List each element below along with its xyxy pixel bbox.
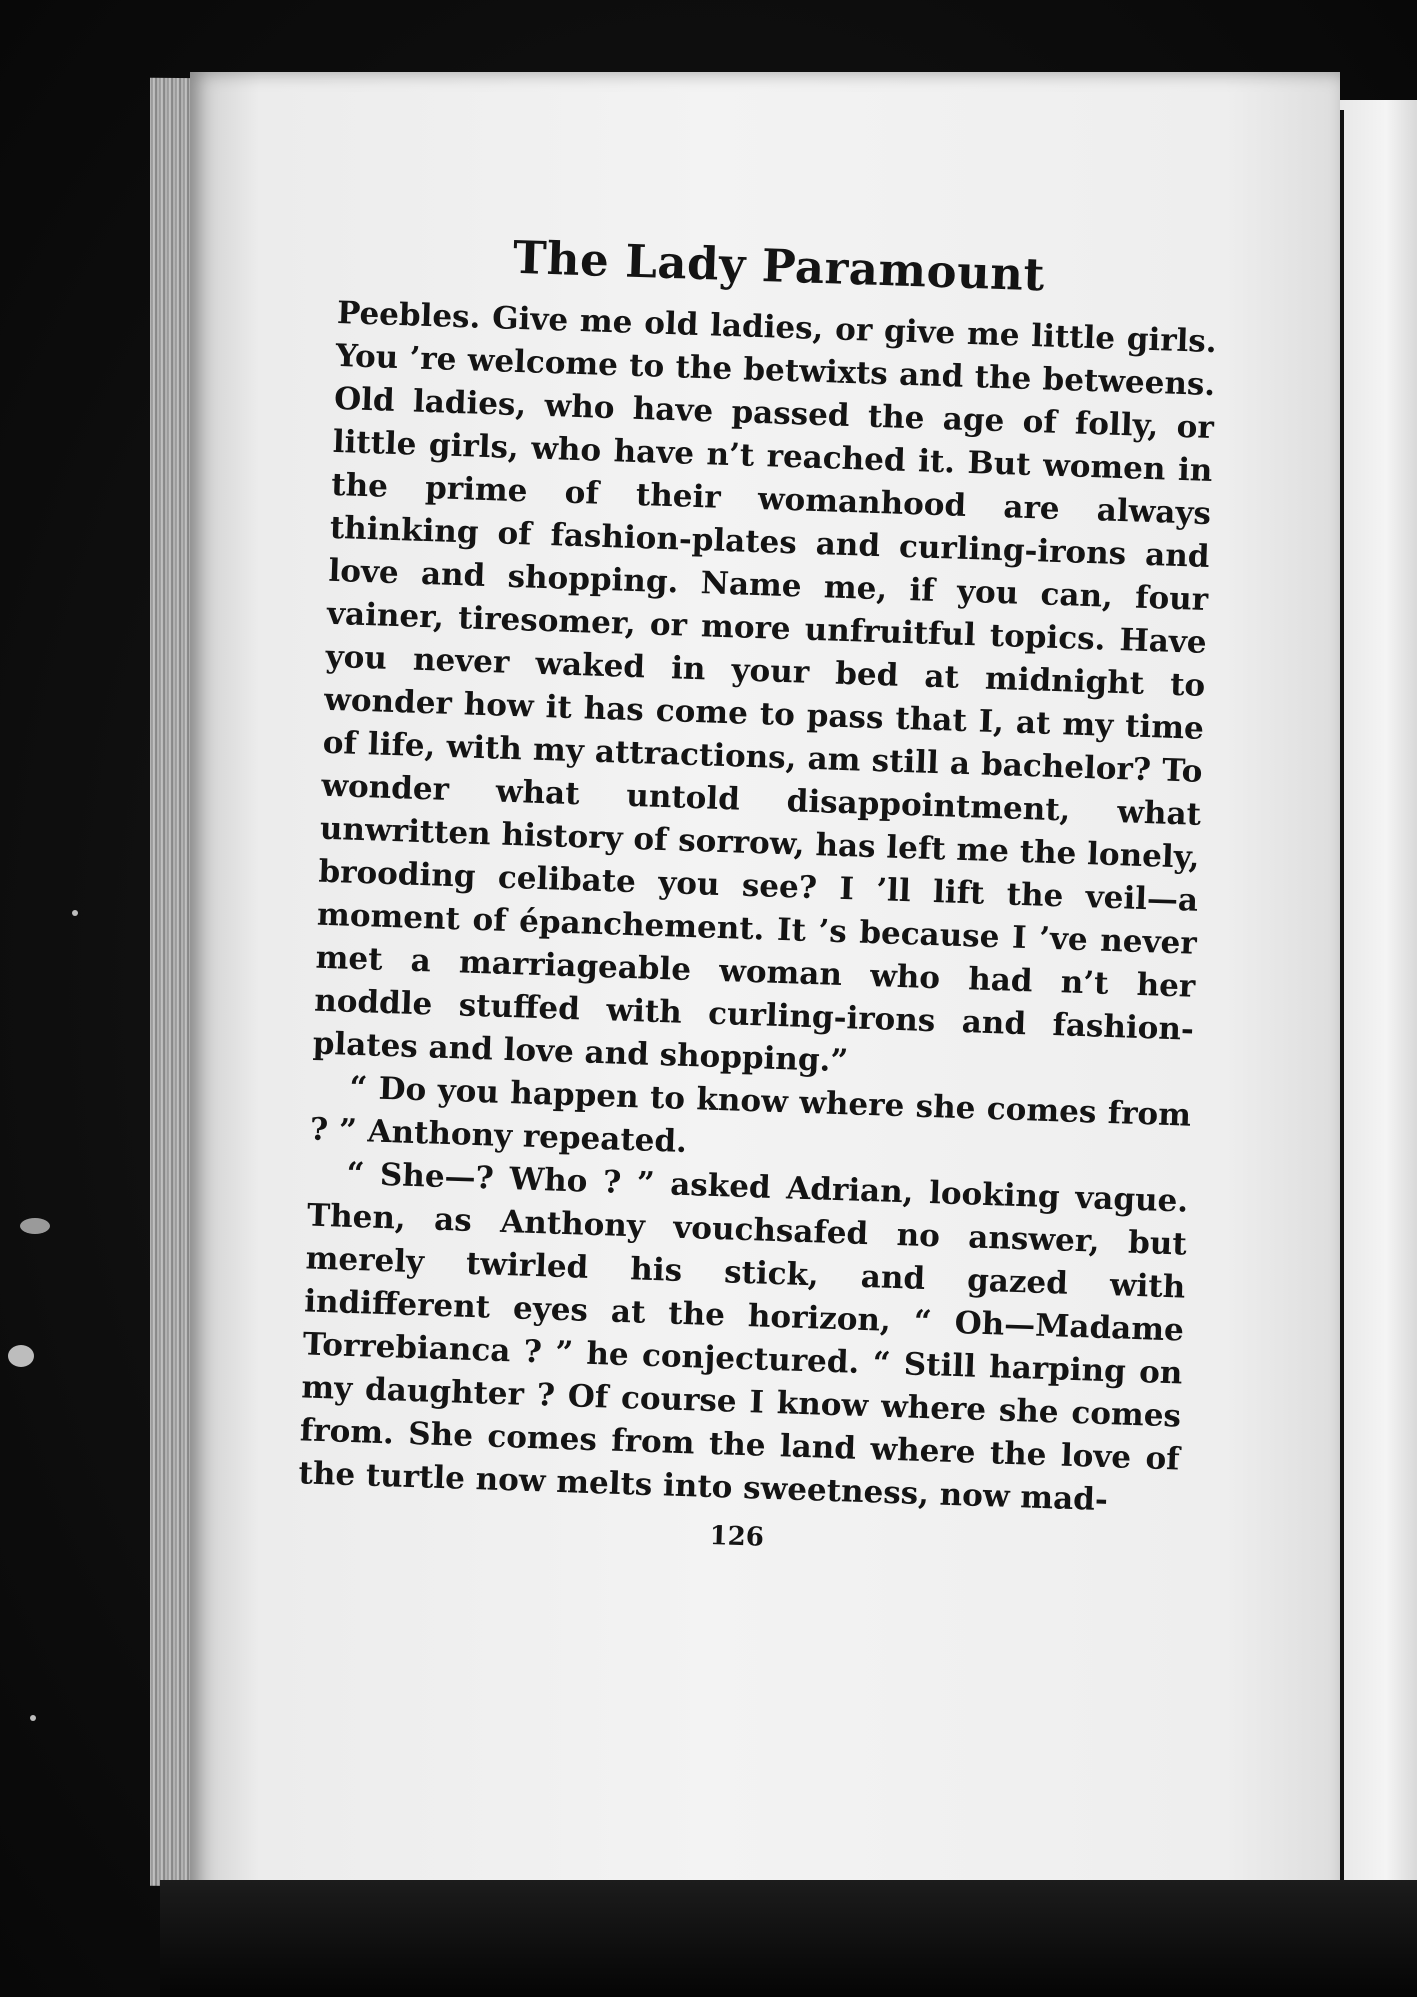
dust-speck (30, 1715, 36, 1721)
page-content (296, 225, 1219, 1566)
paragraph: “ She—? Who ? ” asked Adrian, looking vague. Then, as Anthony vouchsafed no answer, but merely twirled his stick, and gazed with indifferent eyes at the horizon, “ Oh—Madame Torrebianca ? ” he conjectured. “ Still harping on my daughter ? Of course I know where she comes from. She comes from the land where the love of the turtle now melts into sweetness, now mad- (297, 1155, 1189, 1519)
bottom-shadow (160, 1880, 1417, 1997)
page-number: 126 (709, 1520, 765, 1553)
dust-speck (8, 1345, 34, 1367)
running-head: The Lady Paramount (512, 230, 1046, 302)
body-text (298, 292, 1217, 1525)
facing-page-edge (1340, 100, 1417, 1900)
paragraph: Peebles. Give me old ladies, or give me little girls. You ’re welcome to the betwixts and the betweens. Old ladies, who have passed the age of folly, or little girls, who have n’t reached it. But women in the prime of their womanhood are always thinking of fashion-plates and curling-irons and love and shopping. Name me, if you can, four vainer, tiresomer, or more unfruitful topics. Have you never waked in your bed at midnight to wonder how it has come to pass that I, at my time of life, with my attractions, am still a bachelor? To wonder what untold disappointment, what unwritten history of sorrow, has left me the lonely, brooding celibate you see? I ’ll lift the veil—a moment of épanchement. It ’s because I ’ve never met a marriageable woman who had n’t her noddle stuffed with curling-irons and fashion-plates and love and shopping.” (312, 294, 1218, 1080)
gutter-line (1340, 110, 1344, 1900)
dust-speck (72, 910, 78, 916)
paragraph: “ Do you happen to know where she comes from ? ” Anthony repeated. (309, 1069, 1192, 1160)
dust-speck (20, 1218, 50, 1234)
